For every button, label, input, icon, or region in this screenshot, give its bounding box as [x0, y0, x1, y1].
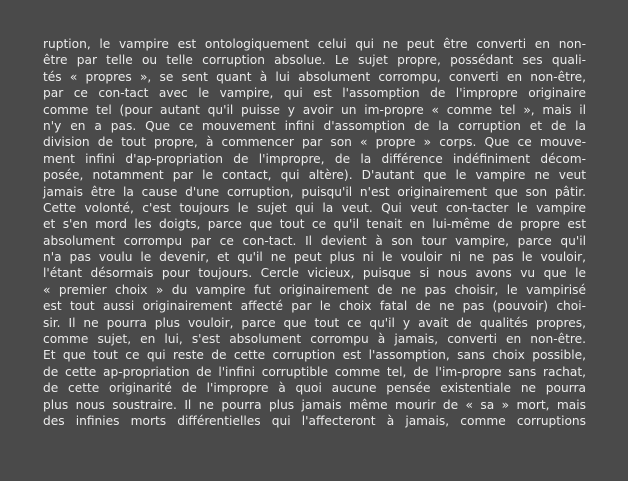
text-line: division de tout propre, à commencer par son « propre » corps. Que ce mouve- [43, 135, 586, 150]
text-line: comme tel (pour autant qu'il puisse y avoir un im-propre « comme tel », mais il [43, 102, 586, 117]
text-line: comme sujet, en lui, s'est absolument corrompu à jamais, converti en non-être. [43, 332, 586, 347]
text-line: être par telle ou telle corruption absolue. Le sujet propre, possédant ses quali- [43, 53, 586, 68]
text-line: et s'en mord les doigts, parce que tout ce qu'il tenait en lui-même de propre est [43, 217, 586, 232]
text-line: l'étant désormais pour toujours. Cercle vicieux, puisque si nous avons vu que le [43, 266, 586, 281]
text-line: ment infini d'ap-propriation de l'impropre, de la différence indéfiniment décom- [43, 151, 586, 166]
text-line: des infinies morts différentielles qui l'affecteront à jamais, comme corruptions [43, 413, 586, 428]
text-line: de cette originarité de l'impropre à quoi aucune pensée existentiale ne pourra [43, 381, 586, 396]
text-line: par ce con-tact avec le vampire, qui est l'assomption de l'impropre originaire [43, 86, 586, 101]
text-line: n'y en a pas. Que ce mouvement infini d'assomption de la corruption et de la [43, 118, 586, 133]
text-line: ruption, le vampire est ontologiquement celui qui ne peut être converti en non- [43, 37, 586, 51]
text-line: « premier choix » du vampire fut originairement de ne pas choisir, le vampirisé [43, 282, 586, 297]
text-line: Et que tout ce qui reste de cette corruption est l'assomption, sans choix possible, [43, 348, 586, 363]
text-line: est tout aussi originairement affecté par le choix fatal de ne pas (pouvoir) choi- [43, 299, 586, 314]
text-line: n'a pas voulu le devenir, et qu'il ne peut plus ni le vouloir ni ne pas le vouloir, [43, 250, 586, 265]
text-line: Cette volonté, c'est toujours le sujet qui la veut. Qui veut con-tacter le vampire [43, 200, 586, 215]
text-line: posée, notamment par le contact, qui altère). D'autant que le vampire ne veut [43, 168, 586, 183]
text-line: tés « propres », se sent quant à lui absolument corrompu, converti en non-être, [43, 69, 586, 84]
text-line: jamais être la cause d'une corruption, puisqu'il n'est originairement que son pâtir. [43, 184, 586, 199]
text-body [43, 36, 586, 429]
text-line: absolument corrompu par ce con-tact. Il devient à son tour vampire, parce qu'il [43, 233, 586, 248]
text-line: sir. Il ne pourra plus vouloir, parce que tout ce qu'il y avait de qualités propres, [43, 315, 586, 330]
text-line: plus nous soustraire. Il ne pourra plus jamais même mourir de « sa » mort, mais [43, 397, 586, 412]
text-line: de cette ap-propriation de l'infini corruptible comme tel, de l'im-propre sans rachat, [43, 364, 586, 379]
